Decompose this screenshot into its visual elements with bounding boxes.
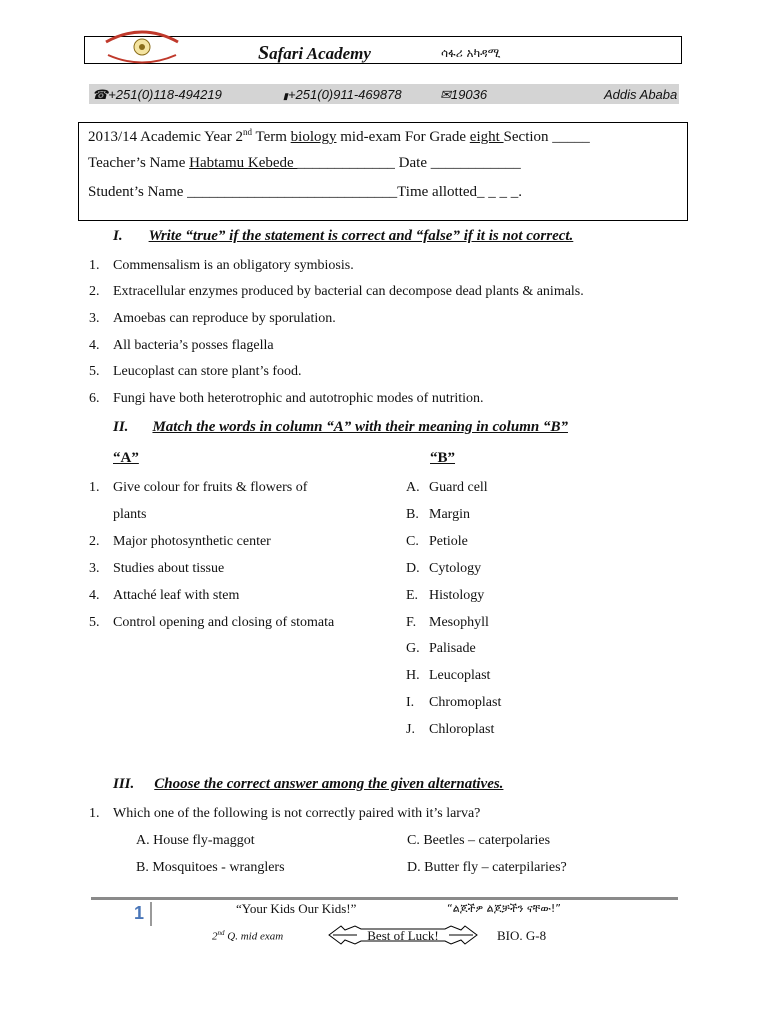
option-letter: J. bbox=[406, 722, 415, 737]
match-item-a: Attaché leaf with stem bbox=[113, 588, 240, 603]
item-number: 3. bbox=[89, 311, 100, 326]
phone-icon: ☎ bbox=[92, 87, 109, 102]
student-line: Student’s Name ____________________________Time allotted_ _ _ _. bbox=[88, 184, 523, 200]
mcq-option: A. House fly-maggot bbox=[136, 833, 255, 848]
exam-title-line: 2013/14 Academic Year 2nd Term biology mid-exam For Grade eight Section _____ bbox=[88, 127, 590, 145]
page-number-separator bbox=[150, 902, 152, 926]
match-item-a: Give colour for fruits & flowers of bbox=[113, 480, 308, 495]
teacher-line: Teacher’s Name Habtamu Kebede _____________ Date ____________ bbox=[88, 155, 521, 171]
phone-contact: ☎+251(0)118-494219 bbox=[92, 87, 222, 102]
item-number: 3. bbox=[89, 561, 100, 576]
mcq-option: C. Beetles – caterpolaries bbox=[407, 833, 551, 848]
mcq-option: D. Butter fly – caterpilaries? bbox=[407, 860, 567, 875]
mail-icon: ✉ bbox=[440, 87, 451, 102]
section-3-title: III. Choose the correct answer among the given alternatives. bbox=[113, 776, 504, 792]
page-number: 1 bbox=[134, 903, 145, 923]
subject-code: BIO. G-8 bbox=[497, 928, 547, 943]
item-number: 2. bbox=[89, 534, 100, 549]
mobile-phone-icon: ▮ bbox=[283, 91, 288, 101]
match-item-b: Palisade bbox=[429, 641, 476, 656]
item-number: 5. bbox=[89, 364, 100, 379]
item-number: 5. bbox=[89, 615, 100, 630]
true-false-item: Fungi have both heterotrophic and autotrophic modes of nutrition. bbox=[113, 391, 484, 406]
city: Addis Ababa bbox=[604, 87, 678, 102]
best-of-luck-text: Best of Luck! bbox=[367, 928, 439, 943]
true-false-item: Amoebas can reproduce by sporulation. bbox=[113, 311, 336, 326]
item-number: 1. bbox=[89, 806, 100, 821]
true-false-item: Leucoplast can store plant’s food. bbox=[113, 364, 302, 379]
pobox-contact: ✉19036 bbox=[440, 87, 488, 102]
footer-motto: “Your Kids Our Kids!” bbox=[236, 901, 357, 916]
match-item-a: Major photosynthetic center bbox=[113, 534, 271, 549]
match-item-b: Cytology bbox=[429, 561, 482, 576]
true-false-item: Extracellular enzymes produced by bacterial can decompose dead plants & animals. bbox=[113, 284, 584, 299]
option-letter: D. bbox=[406, 561, 420, 576]
mcq-question: Which one of the following is not correctly paired with it’s larva? bbox=[113, 806, 481, 821]
footer-exam-label: 2nd Q. mid exam bbox=[212, 929, 284, 943]
item-number: 1. bbox=[89, 258, 100, 273]
item-number: 4. bbox=[89, 338, 100, 353]
item-number: 1. bbox=[89, 480, 100, 495]
option-letter: I. bbox=[406, 695, 415, 710]
option-letter: E. bbox=[406, 588, 419, 603]
section-2-title: II. Match the words in column “A” with their meaning in column “B” bbox=[113, 419, 568, 435]
footer-divider bbox=[91, 897, 678, 900]
match-item-a: Control opening and closing of stomata bbox=[113, 615, 335, 630]
item-number: 6. bbox=[89, 391, 100, 406]
match-item-b: Mesophyll bbox=[429, 615, 489, 630]
match-item-b: Guard cell bbox=[429, 480, 488, 495]
match-item-a-cont: plants bbox=[113, 507, 147, 522]
footer-motto-amharic: “ልጆችዎ ልጆቻችን ናቸው!” bbox=[447, 902, 561, 915]
safari-academy-logo bbox=[98, 28, 186, 68]
true-false-item: All bacteria’s posses flagella bbox=[113, 338, 274, 353]
column-b-heading: “B” bbox=[430, 450, 456, 466]
mobile-contact: ▮+251(0)911-469878 bbox=[283, 87, 402, 102]
option-letter: C. bbox=[406, 534, 419, 549]
match-item-b: Margin bbox=[429, 507, 470, 522]
option-letter: A. bbox=[406, 480, 420, 495]
item-number: 4. bbox=[89, 588, 100, 603]
option-letter: G. bbox=[406, 641, 420, 656]
mcq-option: B. Mosquitoes - wranglers bbox=[136, 860, 285, 875]
match-item-b: Histology bbox=[429, 588, 485, 603]
item-number: 2. bbox=[89, 284, 100, 299]
option-letter: B. bbox=[406, 507, 419, 522]
option-letter: F. bbox=[406, 615, 417, 630]
section-1-title: I. Write “true” if the statement is correct and “false” if it is not correct. bbox=[113, 228, 574, 244]
match-item-b: Chromoplast bbox=[429, 695, 502, 710]
column-a-heading: “A” bbox=[113, 450, 139, 466]
match-item-b: Chloroplast bbox=[429, 722, 495, 737]
true-false-item: Commensalism is an obligatory symbiosis. bbox=[113, 258, 354, 273]
match-item-b: Leucoplast bbox=[429, 668, 491, 683]
school-name: Safari Academy bbox=[258, 42, 371, 64]
match-item-a: Studies about tissue bbox=[113, 561, 225, 576]
option-letter: H. bbox=[406, 668, 420, 683]
match-item-b: Petiole bbox=[429, 534, 468, 549]
school-name-amharic: ሳፋሪ አካዳሚ bbox=[441, 46, 501, 60]
